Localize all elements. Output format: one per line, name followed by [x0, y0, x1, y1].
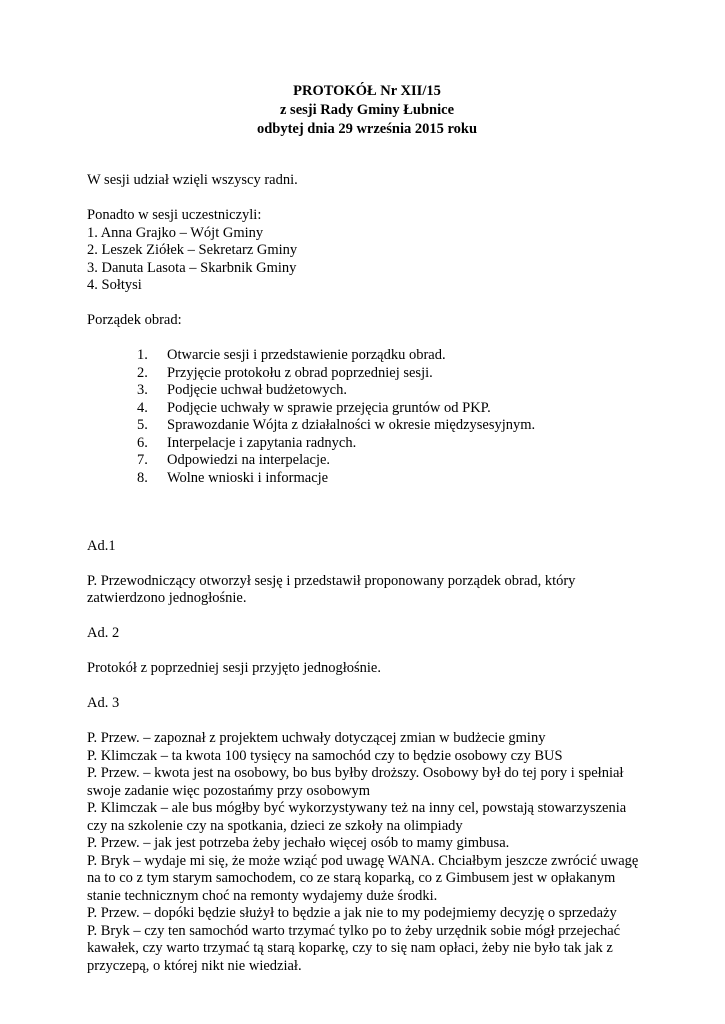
agenda-item: 4. Podjęcie uchwały w sprawie przejęcia gruntów od PKP. — [137, 399, 491, 416]
document-title — [87, 82, 647, 139]
ad1-heading: Ad.1 — [87, 537, 116, 554]
agenda-item: 7. Odpowiedzi na interpelacje. — [137, 452, 331, 468]
ad3-entry: P. Klimczak – ta kwota 100 tysięcy na samochód czy to będzie osobowy czy BUS — [87, 747, 563, 764]
intro-text: W sesji udział wzięli wszyscy radni. — [87, 172, 298, 188]
title-line-2: z sesji Rady Gminy Łubnice — [279, 102, 454, 118]
attendee-item: 3. Danuta Lasota – Skarbnik Gminy — [87, 259, 297, 276]
ad3-entries — [87, 730, 647, 975]
attendee-item: 2. Leszek Ziółek – Sekretarz Gminy — [87, 242, 298, 258]
attendee-item: 1. Anna Grajko – Wójt Gminy — [87, 224, 264, 241]
document-page — [87, 82, 647, 975]
ad3-heading: Ad. 3 — [87, 695, 120, 711]
attendees-heading: Ponadto w sesji uczestniczyli: — [87, 207, 262, 223]
ad3-entry: P. Przew. – kwota jest na osobowy, bo bus byłby droższy. Osobowy był do tej pory i spełniał swoje zadanie więc pozostańmy przy osobowym — [87, 765, 624, 799]
agenda-list — [87, 347, 647, 487]
agenda-item: 3. Podjęcie uchwał budżetowych. — [137, 382, 347, 398]
ad3-entry: P. Przew. – jak jest potrzeba żeby jechało więcej osób to mamy gimbusa. — [87, 835, 510, 851]
ad3-entry: P. Klimczak – ale bus mógłby być wykorzystywany też na inny cel, powstają stowarzyszenia czy na szkolenie czy na spotkania, dzieci ze szkoły na olimpiady — [87, 800, 627, 834]
ad2-heading: Ad. 2 — [87, 625, 120, 641]
ad1-text: P. Przewodniczący otworzył sesję i przedstawił proponowany porządek obrad, który zatwierdzono jednogłośnie. — [87, 572, 576, 606]
agenda-item: 1. Otwarcie sesji i przedstawienie porządku obrad. — [137, 347, 446, 363]
title-line-1: PROTOKÓŁ Nr XII/15 — [293, 83, 441, 99]
agenda-heading: Porządek obrad: — [87, 312, 182, 328]
attendee-item: 4. Sołtysi — [87, 277, 142, 293]
agenda-item: 6. Interpelacje i zapytania radnych. — [137, 434, 357, 451]
ad2-text: Protokół z poprzedniej sesji przyjęto jednogłośnie. — [87, 660, 381, 676]
agenda-item: 2. Przyjęcie protokołu z obrad poprzedniej sesji. — [137, 364, 433, 381]
ad3-entry: P. Przew. – zapoznał z projektem uchwały dotyczącej zmian w budżecie gminy — [87, 730, 546, 746]
ad3-entry: P. Bryk – wydaje mi się, że może wziąć pod uwagę WANA. Chciałbym jeszcze zwrócić uwagę na to co z tym starym samochodem, co ze starą koparką, co z Gimbusem jest w opłakanym stanie technicznym choć na remonty wydajemy duże środki. — [87, 852, 639, 904]
attendees-list — [87, 207, 647, 295]
ad3-entry: P. Przew. – dopóki będzie służył to będzie a jak nie to my podejmiemy decyzję o sprzedaży — [87, 905, 617, 921]
ad3-entry: P. Bryk – czy ten samochód warto trzymać tylko po to żeby urzędnik sobie mógł przejechać kawałek, czy warto trzymać tą starą koparkę, czy to się nam opłaci, żeby nie było tak jak z przyczepą, o której nikt nie wiedział. — [87, 922, 621, 974]
agenda-item: 5. Sprawozdanie Wójta z działalności w okresie międzysesyjnym. — [137, 417, 536, 433]
agenda-item: 8. Wolne wnioski i informacje — [137, 469, 329, 486]
title-line-3: odbytej dnia 29 września 2015 roku — [256, 121, 478, 137]
